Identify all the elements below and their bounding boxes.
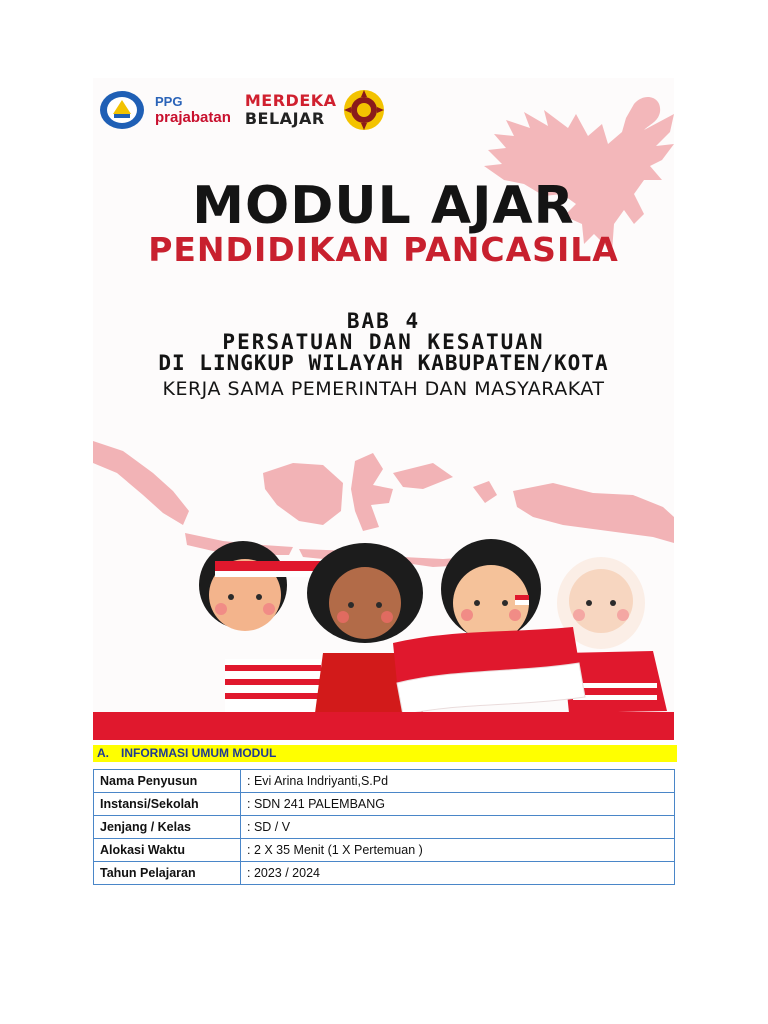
children-with-flag-illustration <box>93 533 674 713</box>
table-row <box>94 816 675 839</box>
cover-panel <box>93 78 674 740</box>
module-title: MODUL AJAR <box>192 176 575 236</box>
info-label: Tahun Pelajaran <box>94 862 241 885</box>
university-emblem <box>343 89 385 131</box>
chapter-topic-line-1: PERSATUAN DAN KESATUAN <box>222 330 545 354</box>
info-value: : SDN 241 PALEMBANG <box>241 793 675 816</box>
ppg-prajabatan-logo <box>155 95 231 125</box>
section-a-heading <box>93 745 677 762</box>
chapter-number: BAB 4 <box>346 309 421 333</box>
info-label: Jenjang / Kelas <box>94 816 241 839</box>
child-3 <box>441 539 541 641</box>
info-label: Alokasi Waktu <box>94 839 241 862</box>
cover-bottom-bar <box>93 712 674 740</box>
table-row <box>94 862 675 885</box>
info-value: : 2 X 35 Menit (1 X Pertemuan ) <box>241 839 675 862</box>
info-value: : 2023 / 2024 <box>241 862 675 885</box>
info-label: Instansi/Sekolah <box>94 793 241 816</box>
tut-wuri-handayani-logo <box>99 90 145 130</box>
merdeka-belajar-logo <box>245 93 337 127</box>
ppg-label: PPG <box>155 94 183 109</box>
section-a-letter: A. <box>97 746 109 760</box>
child-1 <box>199 541 323 713</box>
table-row <box>94 839 675 862</box>
table-row <box>94 770 675 793</box>
section-a-title: INFORMASI UMUM MODUL <box>121 746 277 760</box>
info-value: : SD / V <box>241 816 675 839</box>
belajar-label: BELAJAR <box>244 109 325 128</box>
module-info-table <box>93 769 675 885</box>
prajabatan-label: prajabatan <box>155 109 231 126</box>
info-label: Nama Penyusun <box>94 770 241 793</box>
table-row <box>94 793 675 816</box>
merdeka-label: MERDEKA <box>244 91 337 110</box>
logo-row <box>99 90 385 130</box>
red-white-flag <box>393 627 585 713</box>
module-subject: PENDIDIKAN PANCASILA <box>148 230 619 269</box>
info-value: : Evi Arina Indriyanti,S.Pd <box>241 770 675 793</box>
chapter-block <box>93 310 674 404</box>
chapter-topic-line-2: DI LINGKUP WILAYAH KABUPATEN/KOTA <box>158 351 609 375</box>
chapter-topic-line-3: KERJA SAMA PEMERINTAH DAN MASYARAKAT <box>162 378 605 400</box>
